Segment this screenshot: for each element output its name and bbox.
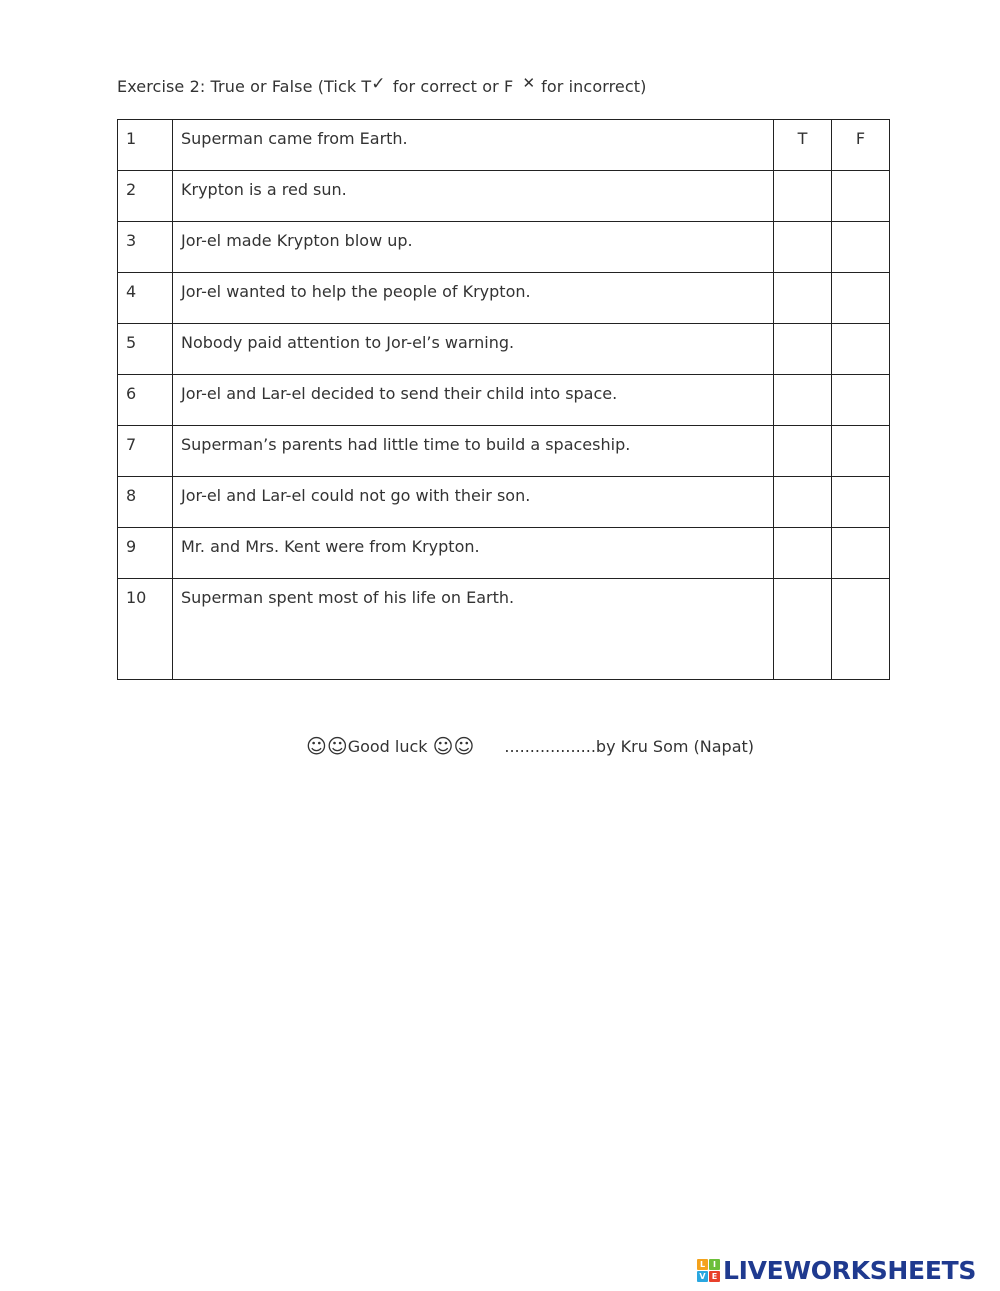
false-answer-cell[interactable] [832,477,890,528]
question-number: 1 [118,120,173,171]
question-number: 9 [118,528,173,579]
true-answer-cell[interactable] [774,222,832,273]
false-answer-cell[interactable] [832,222,890,273]
question-statement: Superman’s parents had little time to build a spaceship. [173,426,774,477]
question-statement: Superman came from Earth. [173,120,774,171]
table-row [118,579,890,680]
table-row [118,324,890,375]
question-statement: Jor-el wanted to help the people of Krypton. [173,273,774,324]
false-answer-cell[interactable] [832,273,890,324]
false-answer-cell[interactable] [832,528,890,579]
false-answer-cell[interactable] [832,426,890,477]
question-number: 6 [118,375,173,426]
cross-icon: ✕ [522,74,536,92]
false-answer-cell[interactable] [832,324,890,375]
title-text-3: for incorrect) [541,77,647,96]
smiley-icon-left: ☺☺ [306,734,348,758]
true-answer-cell[interactable] [774,375,832,426]
question-statement: Jor-el made Krypton blow up. [173,222,774,273]
false-answer-cell[interactable]: F [832,120,890,171]
question-number: 10 [118,579,173,680]
false-answer-cell[interactable] [832,375,890,426]
table-row [118,477,890,528]
logo-block: L [697,1259,708,1270]
true-answer-cell[interactable] [774,273,832,324]
question-number: 2 [118,171,173,222]
check-icon: ✓ [371,74,386,94]
good-luck-text: Good luck [347,737,433,756]
question-statement: Jor-el and Lar-el could not go with their son. [173,477,774,528]
true-answer-cell[interactable] [774,477,832,528]
logo-block: I [709,1259,720,1270]
question-number: 5 [118,324,173,375]
true-answer-cell[interactable] [774,579,832,680]
question-statement: Mr. and Mrs. Kent were from Krypton. [173,528,774,579]
logo-text: LIVEWORKSHEETS [723,1255,977,1285]
liveworksheets-logo [697,1257,976,1283]
title-text-2: for correct or F [387,77,519,96]
question-number: 4 [118,273,173,324]
logo-blocks-icon [697,1259,720,1282]
table-row [118,273,890,324]
title-text-1: Exercise 2: True or False (Tick T [117,77,372,96]
author-byline: ..................by Kru Som (Napat) [504,737,755,756]
question-number: 3 [118,222,173,273]
logo-block: V [697,1271,708,1282]
true-answer-cell[interactable] [774,426,832,477]
table-row [118,120,890,171]
smiley-icon-right: ☺☺ [432,734,475,758]
false-answer-cell[interactable] [832,579,890,680]
question-statement: Krypton is a red sun. [173,171,774,222]
question-statement: Superman spent most of his life on Earth. [173,579,774,680]
table-row [118,171,890,222]
true-false-table [117,119,890,680]
question-statement: Nobody paid attention to Jor-el’s warning. [173,324,774,375]
exercise-title [117,74,647,96]
false-answer-cell[interactable] [832,171,890,222]
question-statement: Jor-el and Lar-el decided to send their child into space. [173,375,774,426]
true-answer-cell[interactable] [774,171,832,222]
table-row [118,426,890,477]
true-answer-cell[interactable]: T [774,120,832,171]
true-answer-cell[interactable] [774,324,832,375]
table-row [118,222,890,273]
table-row [118,375,890,426]
table-row [118,528,890,579]
footer-signature [306,734,754,758]
logo-block: E [709,1271,720,1282]
true-answer-cell[interactable] [774,528,832,579]
question-number: 7 [118,426,173,477]
question-number: 8 [118,477,173,528]
